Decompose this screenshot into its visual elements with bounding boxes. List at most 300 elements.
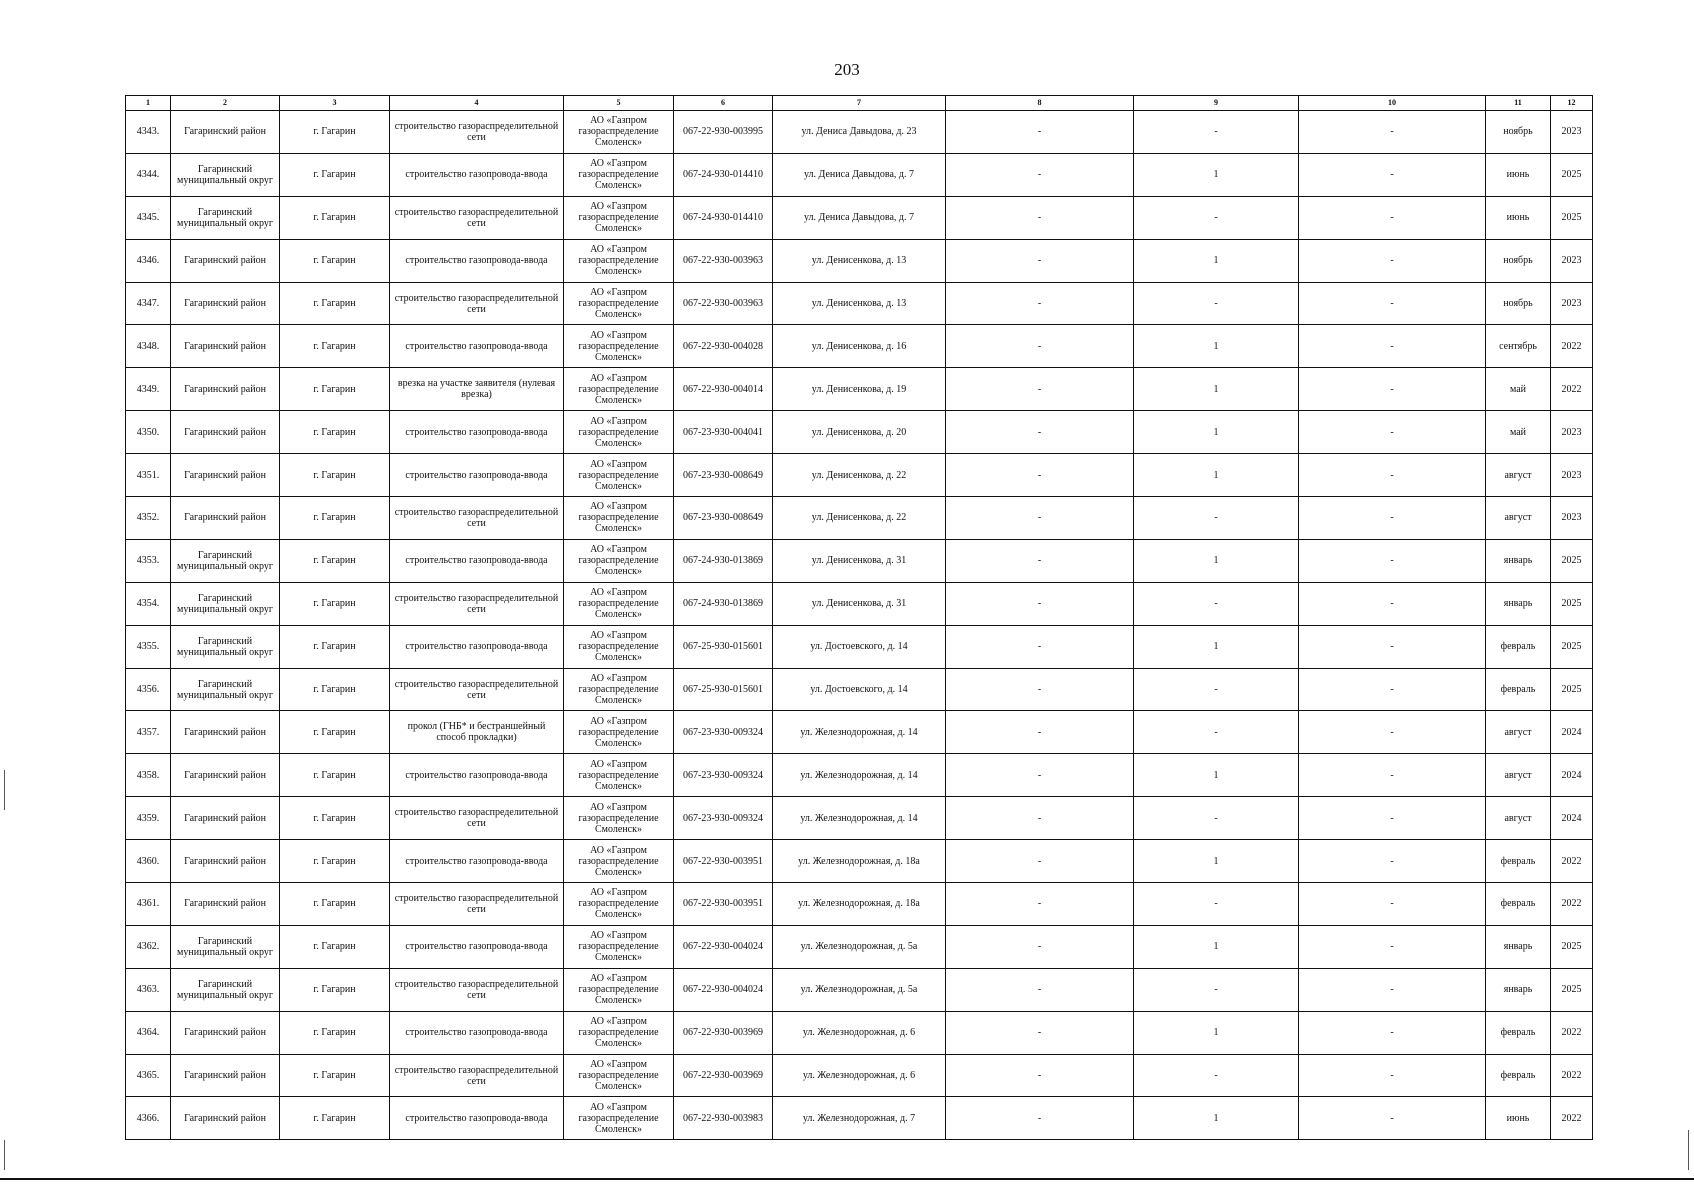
code-cell: 067-23-930-008649 bbox=[674, 497, 773, 540]
city-cell: г. Гагарин bbox=[280, 1097, 390, 1140]
row-number: 4354. bbox=[126, 582, 171, 625]
column-10-cell: - bbox=[1299, 1054, 1486, 1097]
city-cell: г. Гагарин bbox=[280, 1054, 390, 1097]
year-cell: 2023 bbox=[1551, 411, 1593, 454]
month-cell: январь bbox=[1486, 539, 1551, 582]
column-10-cell: - bbox=[1299, 239, 1486, 282]
year-cell: 2022 bbox=[1551, 840, 1593, 883]
month-cell: январь bbox=[1486, 925, 1551, 968]
column-header: 5 bbox=[564, 96, 674, 111]
address-cell: ул. Денисенкова, д. 13 bbox=[773, 239, 946, 282]
code-cell: 067-22-930-003969 bbox=[674, 1011, 773, 1054]
operation-cell: строительство газораспределительной сети bbox=[390, 883, 564, 926]
column-9-cell: 1 bbox=[1134, 153, 1299, 196]
column-9-cell: - bbox=[1134, 797, 1299, 840]
column-header: 4 bbox=[390, 96, 564, 111]
column-10-cell: - bbox=[1299, 840, 1486, 883]
year-cell: 2022 bbox=[1551, 325, 1593, 368]
column-9-cell: - bbox=[1134, 883, 1299, 926]
month-cell: январь bbox=[1486, 582, 1551, 625]
district-cell: Гагаринский район bbox=[171, 282, 280, 325]
year-cell: 2023 bbox=[1551, 497, 1593, 540]
column-10-cell: - bbox=[1299, 111, 1486, 154]
year-cell: 2023 bbox=[1551, 111, 1593, 154]
column-8-cell: - bbox=[946, 883, 1134, 926]
column-9-cell: 1 bbox=[1134, 1011, 1299, 1054]
district-cell: Гагаринский муниципальный округ bbox=[171, 625, 280, 668]
column-8-cell: - bbox=[946, 1011, 1134, 1054]
city-cell: г. Гагарин bbox=[280, 883, 390, 926]
year-cell: 2025 bbox=[1551, 925, 1593, 968]
address-cell: ул. Денисенкова, д. 19 bbox=[773, 368, 946, 411]
district-cell: Гагаринский район bbox=[171, 325, 280, 368]
table-row bbox=[126, 711, 1593, 754]
row-number: 4366. bbox=[126, 1097, 171, 1140]
year-cell: 2025 bbox=[1551, 668, 1593, 711]
district-cell: Гагаринский район bbox=[171, 368, 280, 411]
city-cell: г. Гагарин bbox=[280, 111, 390, 154]
address-cell: ул. Железнодорожная, д. 14 bbox=[773, 754, 946, 797]
district-cell: Гагаринский район bbox=[171, 454, 280, 497]
month-cell: май bbox=[1486, 368, 1551, 411]
page-number: 203 bbox=[834, 60, 860, 79]
month-cell: ноябрь bbox=[1486, 282, 1551, 325]
city-cell: г. Гагарин bbox=[280, 797, 390, 840]
table-row bbox=[126, 239, 1593, 282]
year-cell: 2024 bbox=[1551, 711, 1593, 754]
code-cell: 067-24-930-014410 bbox=[674, 196, 773, 239]
code-cell: 067-22-930-004014 bbox=[674, 368, 773, 411]
district-cell: Гагаринский муниципальный округ bbox=[171, 153, 280, 196]
column-8-cell: - bbox=[946, 1054, 1134, 1097]
row-number: 4349. bbox=[126, 368, 171, 411]
city-cell: г. Гагарин bbox=[280, 411, 390, 454]
column-9-cell: 1 bbox=[1134, 454, 1299, 497]
address-cell: ул. Денисенкова, д. 22 bbox=[773, 497, 946, 540]
column-10-cell: - bbox=[1299, 668, 1486, 711]
city-cell: г. Гагарин bbox=[280, 282, 390, 325]
row-number: 4360. bbox=[126, 840, 171, 883]
city-cell: г. Гагарин bbox=[280, 668, 390, 711]
column-9-cell: 1 bbox=[1134, 754, 1299, 797]
column-10-cell: - bbox=[1299, 968, 1486, 1011]
year-cell: 2023 bbox=[1551, 454, 1593, 497]
column-9-cell: 1 bbox=[1134, 325, 1299, 368]
table-row bbox=[126, 153, 1593, 196]
year-cell: 2025 bbox=[1551, 196, 1593, 239]
city-cell: г. Гагарин bbox=[280, 454, 390, 497]
code-cell: 067-22-930-003963 bbox=[674, 239, 773, 282]
code-cell: 067-25-930-015601 bbox=[674, 625, 773, 668]
code-cell: 067-25-930-015601 bbox=[674, 668, 773, 711]
year-cell: 2025 bbox=[1551, 539, 1593, 582]
city-cell: г. Гагарин bbox=[280, 368, 390, 411]
row-number: 4357. bbox=[126, 711, 171, 754]
organization-cell: АО «Газпром газораспределение Смоленск» bbox=[564, 668, 674, 711]
column-10-cell: - bbox=[1299, 411, 1486, 454]
address-cell: ул. Железнодорожная, д. 5а bbox=[773, 925, 946, 968]
district-cell: Гагаринский муниципальный округ bbox=[171, 925, 280, 968]
code-cell: 067-22-930-003983 bbox=[674, 1097, 773, 1140]
column-header: 10 bbox=[1299, 96, 1486, 111]
code-cell: 067-23-930-009324 bbox=[674, 754, 773, 797]
month-cell: июнь bbox=[1486, 153, 1551, 196]
table-row bbox=[126, 625, 1593, 668]
column-10-cell: - bbox=[1299, 153, 1486, 196]
table-row bbox=[126, 325, 1593, 368]
operation-cell: строительство газораспределительной сети bbox=[390, 797, 564, 840]
row-number: 4348. bbox=[126, 325, 171, 368]
address-cell: ул. Дениса Давыдова, д. 23 bbox=[773, 111, 946, 154]
operation-cell: строительство газопровода-ввода bbox=[390, 840, 564, 883]
month-cell: август bbox=[1486, 454, 1551, 497]
operation-cell: строительство газораспределительной сети bbox=[390, 1054, 564, 1097]
operation-cell: строительство газораспределительной сети bbox=[390, 668, 564, 711]
address-cell: ул. Денисенкова, д. 20 bbox=[773, 411, 946, 454]
year-cell: 2022 bbox=[1551, 1054, 1593, 1097]
organization-cell: АО «Газпром газораспределение Смоленск» bbox=[564, 711, 674, 754]
column-8-cell: - bbox=[946, 625, 1134, 668]
year-cell: 2024 bbox=[1551, 754, 1593, 797]
district-cell: Гагаринский район bbox=[171, 1011, 280, 1054]
year-cell: 2025 bbox=[1551, 625, 1593, 668]
district-cell: Гагаринский район bbox=[171, 840, 280, 883]
code-cell: 067-24-930-013869 bbox=[674, 582, 773, 625]
table-row bbox=[126, 454, 1593, 497]
city-cell: г. Гагарин bbox=[280, 840, 390, 883]
table-row bbox=[126, 1054, 1593, 1097]
address-cell: ул. Денисенкова, д. 31 bbox=[773, 539, 946, 582]
city-cell: г. Гагарин bbox=[280, 153, 390, 196]
operation-cell: строительство газопровода-ввода bbox=[390, 1097, 564, 1140]
row-number: 4361. bbox=[126, 883, 171, 926]
organization-cell: АО «Газпром газораспределение Смоленск» bbox=[564, 497, 674, 540]
organization-cell: АО «Газпром газораспределение Смоленск» bbox=[564, 153, 674, 196]
row-number: 4351. bbox=[126, 454, 171, 497]
city-cell: г. Гагарин bbox=[280, 1011, 390, 1054]
column-8-cell: - bbox=[946, 368, 1134, 411]
table-row bbox=[126, 840, 1593, 883]
city-cell: г. Гагарин bbox=[280, 497, 390, 540]
row-number: 4350. bbox=[126, 411, 171, 454]
row-number: 4346. bbox=[126, 239, 171, 282]
month-cell: февраль bbox=[1486, 1054, 1551, 1097]
operation-cell: строительство газораспределительной сети bbox=[390, 111, 564, 154]
month-cell: февраль bbox=[1486, 840, 1551, 883]
column-8-cell: - bbox=[946, 925, 1134, 968]
code-cell: 067-22-930-003969 bbox=[674, 1054, 773, 1097]
organization-cell: АО «Газпром газораспределение Смоленск» bbox=[564, 754, 674, 797]
district-cell: Гагаринский район bbox=[171, 497, 280, 540]
code-cell: 067-23-930-009324 bbox=[674, 711, 773, 754]
column-number-row bbox=[126, 96, 1593, 111]
district-cell: Гагаринский район bbox=[171, 1097, 280, 1140]
code-cell: 067-22-930-004024 bbox=[674, 968, 773, 1011]
organization-cell: АО «Газпром газораспределение Смоленск» bbox=[564, 282, 674, 325]
code-cell: 067-23-930-004041 bbox=[674, 411, 773, 454]
table-row bbox=[126, 196, 1593, 239]
column-10-cell: - bbox=[1299, 1011, 1486, 1054]
address-cell: ул. Дениса Давыдова, д. 7 bbox=[773, 153, 946, 196]
organization-cell: АО «Газпром газораспределение Смоленск» bbox=[564, 368, 674, 411]
column-10-cell: - bbox=[1299, 368, 1486, 411]
column-9-cell: 1 bbox=[1134, 1097, 1299, 1140]
column-9-cell: 1 bbox=[1134, 840, 1299, 883]
organization-cell: АО «Газпром газораспределение Смоленск» bbox=[564, 1054, 674, 1097]
row-number: 4343. bbox=[126, 111, 171, 154]
column-8-cell: - bbox=[946, 497, 1134, 540]
code-cell: 067-23-930-008649 bbox=[674, 454, 773, 497]
column-8-cell: - bbox=[946, 711, 1134, 754]
year-cell: 2025 bbox=[1551, 582, 1593, 625]
row-number: 4356. bbox=[126, 668, 171, 711]
organization-cell: АО «Газпром газораспределение Смоленск» bbox=[564, 539, 674, 582]
operation-cell: строительство газопровода-ввода bbox=[390, 925, 564, 968]
organization-cell: АО «Газпром газораспределение Смоленск» bbox=[564, 196, 674, 239]
operation-cell: строительство газопровода-ввода bbox=[390, 411, 564, 454]
month-cell: сентябрь bbox=[1486, 325, 1551, 368]
district-cell: Гагаринский муниципальный округ bbox=[171, 196, 280, 239]
table-row bbox=[126, 883, 1593, 926]
column-9-cell: - bbox=[1134, 1054, 1299, 1097]
column-9-cell: 1 bbox=[1134, 239, 1299, 282]
organization-cell: АО «Газпром газораспределение Смоленск» bbox=[564, 111, 674, 154]
column-header: 12 bbox=[1551, 96, 1593, 111]
district-cell: Гагаринский муниципальный округ bbox=[171, 539, 280, 582]
row-number: 4363. bbox=[126, 968, 171, 1011]
operation-cell: строительство газораспределительной сети bbox=[390, 968, 564, 1011]
address-cell: ул. Железнодорожная, д. 6 bbox=[773, 1054, 946, 1097]
organization-cell: АО «Газпром газораспределение Смоленск» bbox=[564, 239, 674, 282]
district-cell: Гагаринский район bbox=[171, 883, 280, 926]
table-row bbox=[126, 111, 1593, 154]
operation-cell: прокол (ГНБ* и бестраншейный способ прокладки) bbox=[390, 711, 564, 754]
code-cell: 067-22-930-003995 bbox=[674, 111, 773, 154]
year-cell: 2022 bbox=[1551, 883, 1593, 926]
margin-mark bbox=[1688, 1130, 1689, 1170]
table-row bbox=[126, 925, 1593, 968]
address-cell: ул. Железнодорожная, д. 5а bbox=[773, 968, 946, 1011]
column-9-cell: - bbox=[1134, 668, 1299, 711]
month-cell: ноябрь bbox=[1486, 239, 1551, 282]
city-cell: г. Гагарин bbox=[280, 925, 390, 968]
city-cell: г. Гагарин bbox=[280, 711, 390, 754]
column-10-cell: - bbox=[1299, 1097, 1486, 1140]
operation-cell: строительство газопровода-ввода bbox=[390, 625, 564, 668]
column-8-cell: - bbox=[946, 582, 1134, 625]
row-number: 4353. bbox=[126, 539, 171, 582]
column-8-cell: - bbox=[946, 282, 1134, 325]
column-10-cell: - bbox=[1299, 625, 1486, 668]
column-8-cell: - bbox=[946, 111, 1134, 154]
operation-cell: строительство газораспределительной сети bbox=[390, 282, 564, 325]
city-cell: г. Гагарин bbox=[280, 196, 390, 239]
row-number: 4358. bbox=[126, 754, 171, 797]
row-number: 4355. bbox=[126, 625, 171, 668]
organization-cell: АО «Газпром газораспределение Смоленск» bbox=[564, 1011, 674, 1054]
column-header: 9 bbox=[1134, 96, 1299, 111]
table-row bbox=[126, 582, 1593, 625]
address-cell: ул. Денисенкова, д. 16 bbox=[773, 325, 946, 368]
city-cell: г. Гагарин bbox=[280, 325, 390, 368]
address-cell: ул. Денисенкова, д. 22 bbox=[773, 454, 946, 497]
column-10-cell: - bbox=[1299, 582, 1486, 625]
operation-cell: строительство газопровода-ввода bbox=[390, 1011, 564, 1054]
column-8-cell: - bbox=[946, 797, 1134, 840]
address-cell: ул. Железнодорожная, д. 18а bbox=[773, 883, 946, 926]
column-10-cell: - bbox=[1299, 754, 1486, 797]
column-8-cell: - bbox=[946, 153, 1134, 196]
column-10-cell: - bbox=[1299, 883, 1486, 926]
district-cell: Гагаринский район bbox=[171, 797, 280, 840]
column-header: 3 bbox=[280, 96, 390, 111]
column-10-cell: - bbox=[1299, 196, 1486, 239]
table-row bbox=[126, 1011, 1593, 1054]
operation-cell: строительство газопровода-ввода bbox=[390, 754, 564, 797]
organization-cell: АО «Газпром газораспределение Смоленск» bbox=[564, 625, 674, 668]
column-10-cell: - bbox=[1299, 454, 1486, 497]
table-row bbox=[126, 1097, 1593, 1140]
month-cell: август bbox=[1486, 497, 1551, 540]
year-cell: 2024 bbox=[1551, 797, 1593, 840]
row-number: 4345. bbox=[126, 196, 171, 239]
address-cell: ул. Железнодорожная, д. 14 bbox=[773, 711, 946, 754]
table-body bbox=[126, 111, 1593, 1140]
month-cell: май bbox=[1486, 411, 1551, 454]
column-8-cell: - bbox=[946, 1097, 1134, 1140]
column-header: 8 bbox=[946, 96, 1134, 111]
district-cell: Гагаринский муниципальный округ bbox=[171, 968, 280, 1011]
month-cell: август bbox=[1486, 711, 1551, 754]
organization-cell: АО «Газпром газораспределение Смоленск» bbox=[564, 582, 674, 625]
column-header: 1 bbox=[126, 96, 171, 111]
row-number: 4344. bbox=[126, 153, 171, 196]
column-10-cell: - bbox=[1299, 325, 1486, 368]
column-8-cell: - bbox=[946, 754, 1134, 797]
organization-cell: АО «Газпром газораспределение Смоленск» bbox=[564, 968, 674, 1011]
city-cell: г. Гагарин bbox=[280, 754, 390, 797]
city-cell: г. Гагарин bbox=[280, 625, 390, 668]
month-cell: август bbox=[1486, 797, 1551, 840]
month-cell: февраль bbox=[1486, 1011, 1551, 1054]
column-header: 11 bbox=[1486, 96, 1551, 111]
column-9-cell: 1 bbox=[1134, 925, 1299, 968]
district-cell: Гагаринский муниципальный округ bbox=[171, 668, 280, 711]
city-cell: г. Гагарин bbox=[280, 239, 390, 282]
column-8-cell: - bbox=[946, 539, 1134, 582]
column-9-cell: 1 bbox=[1134, 539, 1299, 582]
column-9-cell: - bbox=[1134, 282, 1299, 325]
column-9-cell: - bbox=[1134, 111, 1299, 154]
address-cell: ул. Денисенкова, д. 13 bbox=[773, 282, 946, 325]
organization-cell: АО «Газпром газораспределение Смоленск» bbox=[564, 454, 674, 497]
organization-cell: АО «Газпром газораспределение Смоленск» bbox=[564, 797, 674, 840]
code-cell: 067-24-930-013869 bbox=[674, 539, 773, 582]
month-cell: февраль bbox=[1486, 883, 1551, 926]
table-row bbox=[126, 497, 1593, 540]
district-cell: Гагаринский район bbox=[171, 111, 280, 154]
column-9-cell: - bbox=[1134, 582, 1299, 625]
organization-cell: АО «Газпром газораспределение Смоленск» bbox=[564, 411, 674, 454]
organization-cell: АО «Газпром газораспределение Смоленск» bbox=[564, 325, 674, 368]
column-9-cell: 1 bbox=[1134, 368, 1299, 411]
column-10-cell: - bbox=[1299, 797, 1486, 840]
table-row bbox=[126, 539, 1593, 582]
month-cell: ноябрь bbox=[1486, 111, 1551, 154]
column-8-cell: - bbox=[946, 411, 1134, 454]
column-9-cell: 1 bbox=[1134, 625, 1299, 668]
operation-cell: строительство газопровода-ввода bbox=[390, 539, 564, 582]
column-8-cell: - bbox=[946, 968, 1134, 1011]
margin-mark bbox=[4, 770, 5, 810]
register-table bbox=[125, 95, 1593, 1140]
organization-cell: АО «Газпром газораспределение Смоленск» bbox=[564, 1097, 674, 1140]
operation-cell: строительство газораспределительной сети bbox=[390, 196, 564, 239]
row-number: 4352. bbox=[126, 497, 171, 540]
column-10-cell: - bbox=[1299, 282, 1486, 325]
row-number: 4347. bbox=[126, 282, 171, 325]
code-cell: 067-24-930-014410 bbox=[674, 153, 773, 196]
month-cell: февраль bbox=[1486, 668, 1551, 711]
code-cell: 067-22-930-003963 bbox=[674, 282, 773, 325]
city-cell: г. Гагарин bbox=[280, 539, 390, 582]
code-cell: 067-23-930-009324 bbox=[674, 797, 773, 840]
table-row bbox=[126, 797, 1593, 840]
organization-cell: АО «Газпром газораспределение Смоленск» bbox=[564, 840, 674, 883]
code-cell: 067-22-930-003951 bbox=[674, 883, 773, 926]
code-cell: 067-22-930-003951 bbox=[674, 840, 773, 883]
row-number: 4359. bbox=[126, 797, 171, 840]
month-cell: февраль bbox=[1486, 625, 1551, 668]
year-cell: 2022 bbox=[1551, 1011, 1593, 1054]
row-number: 4362. bbox=[126, 925, 171, 968]
column-10-cell: - bbox=[1299, 497, 1486, 540]
district-cell: Гагаринский район bbox=[171, 1054, 280, 1097]
operation-cell: строительство газораспределительной сети bbox=[390, 497, 564, 540]
operation-cell: строительство газопровода-ввода bbox=[390, 153, 564, 196]
column-8-cell: - bbox=[946, 454, 1134, 497]
organization-cell: АО «Газпром газораспределение Смоленск» bbox=[564, 925, 674, 968]
year-cell: 2025 bbox=[1551, 153, 1593, 196]
column-10-cell: - bbox=[1299, 925, 1486, 968]
code-cell: 067-22-930-004024 bbox=[674, 925, 773, 968]
column-9-cell: - bbox=[1134, 196, 1299, 239]
district-cell: Гагаринский муниципальный округ bbox=[171, 582, 280, 625]
address-cell: ул. Достоевского, д. 14 bbox=[773, 668, 946, 711]
year-cell: 2023 bbox=[1551, 239, 1593, 282]
column-header: 6 bbox=[674, 96, 773, 111]
district-cell: Гагаринский район bbox=[171, 239, 280, 282]
column-8-cell: - bbox=[946, 840, 1134, 883]
address-cell: ул. Железнодорожная, д. 6 bbox=[773, 1011, 946, 1054]
address-cell: ул. Денисенкова, д. 31 bbox=[773, 582, 946, 625]
month-cell: август bbox=[1486, 754, 1551, 797]
column-9-cell: 1 bbox=[1134, 411, 1299, 454]
code-cell: 067-22-930-004028 bbox=[674, 325, 773, 368]
month-cell: июнь bbox=[1486, 1097, 1551, 1140]
column-10-cell: - bbox=[1299, 539, 1486, 582]
table-row bbox=[126, 754, 1593, 797]
column-9-cell: - bbox=[1134, 711, 1299, 754]
table-row bbox=[126, 411, 1593, 454]
operation-cell: строительство газопровода-ввода bbox=[390, 325, 564, 368]
table-row bbox=[126, 368, 1593, 411]
column-8-cell: - bbox=[946, 668, 1134, 711]
margin-mark bbox=[4, 1140, 5, 1170]
year-cell: 2022 bbox=[1551, 368, 1593, 411]
district-cell: Гагаринский район bbox=[171, 411, 280, 454]
column-8-cell: - bbox=[946, 325, 1134, 368]
